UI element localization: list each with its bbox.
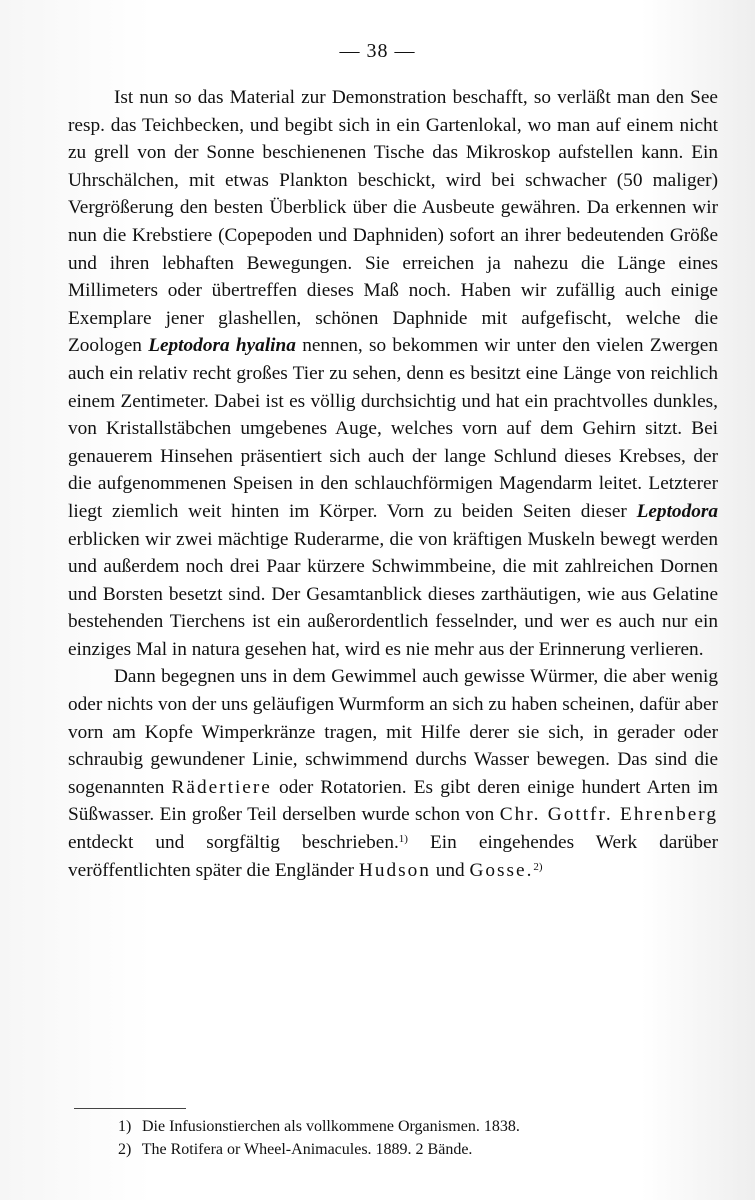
spaced-term: Rädertiere bbox=[171, 776, 272, 798]
footnote-number: 1) bbox=[118, 1118, 132, 1135]
paragraph-2 bbox=[68, 663, 718, 884]
genus-name: Leptodora bbox=[636, 500, 718, 522]
paragraph-text: oder Rotatorien. Es gibt deren einige hundert Arten im Süßwasser. Ein großer Teil derselben wurde schon von bbox=[68, 776, 719, 826]
paragraph-text: und bbox=[430, 859, 470, 881]
footnote-1 bbox=[118, 1115, 718, 1138]
spaced-person-name: Gosse. bbox=[469, 859, 534, 881]
paragraph-text: Dann begegnen uns in dem Gewimmel auch gewisse Würmer, die aber wenig oder nichts von der uns geläufigen Wurmform an sich zu haben scheinen, dafür aber vorn am Kopfe Wimperkränze tragen, mit Hilfe derer sie sich, in gerader oder schraubig gewundener Linie, schwimmend durchs Wasser bewegen. Das sind die sogenannten bbox=[68, 666, 718, 798]
spaced-person-name: Chr. Gottfr. Ehrenberg bbox=[499, 804, 718, 826]
footnote-ref-2[interactable]: 2) bbox=[533, 860, 543, 873]
footnote-ref-1[interactable]: 1) bbox=[398, 833, 408, 846]
paragraph-text: erblicken wir zwei mächtige Ruderarme, die von kräftigen Muskeln bewegt werden und außerdem noch drei Paar kürzere Schwimmbeine, die mit zahlreichen Dornen und Borsten besetzt sind. Der Gesamtanblick dieses zarthäutigen, wie aus Gelatine bestehenden Tierchens ist ein außerordentlich fesselnder, und wer es auch nur ein einziges Mal in natura gesehen hat, wird es nie mehr aus der Erinnerung verlieren. bbox=[68, 528, 718, 660]
paragraph-1 bbox=[68, 84, 718, 663]
species-name: Leptodora hyalina bbox=[148, 335, 296, 357]
footnote-text: Die Infusionstierchen als vollkommene Organismen. 1838. bbox=[142, 1118, 520, 1135]
spaced-person-name: Hudson bbox=[358, 859, 431, 881]
paragraph-text: nennen, so bekommen wir unter den vielen Zwergen auch ein relativ recht großes Tier zu sehen, denn es besitzt eine Länge von reichlich einem Zentimeter. Dabei ist es völlig durchsichtig und hat ein prachtvolles dunkles, von Kristallstäbchen umgebenes Auge, welches vorn auf dem Gehirn sitzt. Bei genauerem Hinsehen präsentiert sich auch der lange Schlund dieses Krebses, der die aufgenommenen Speisen in den schlauchförmigen Magendarm leitet. Letzterer liegt ziemlich weit hinten im Körper. Vorn zu beiden Seiten dieser bbox=[68, 335, 719, 522]
footnote-number: 2) bbox=[118, 1141, 132, 1158]
paragraph-text: Ein eingehendes Werk darüber veröffentlichten später die Engländer bbox=[68, 832, 718, 881]
footnote-text: The Rotifera or Wheel-Animacules. 1889. 2 Bände. bbox=[141, 1141, 473, 1158]
page-number: — 38 — bbox=[339, 40, 416, 62]
paragraph-text: entdeckt und sorgfältig beschrieben. bbox=[68, 832, 399, 854]
footnotes bbox=[118, 1115, 718, 1161]
paragraph-text: Ist nun so das Material zur Demonstration beschafft, so verläßt man den See resp. das Teichbecken, und begibt sich in ein Gartenlokal, wo man auf einem nicht zu grell von der Sonne beschienenen Tische das Mikroskop aufstellen kann. Ein Uhrschälchen, mit etwas Plankton beschickt, wird bei schwacher (50 maliger) Vergrößerung den besten Überblick über die Ausbeute gewähren. Da erkennen wir nun die Krebstiere (Copepoden und Daphniden) sofort an ihrer bedeutenden Größe und ihren lebhaften Bewegungen. Sie erreichen ja nahezu die Länge eines Millimeters oder übertreffen dieses Maß noch. Haben wir zufällig auch einige Exemplare jener glashellen, schönen Daphnide mit aufgefischt, welche die Zoologen bbox=[68, 87, 718, 357]
footnote-2 bbox=[118, 1138, 718, 1161]
body-text bbox=[68, 84, 718, 884]
footnote-divider bbox=[74, 1108, 186, 1109]
